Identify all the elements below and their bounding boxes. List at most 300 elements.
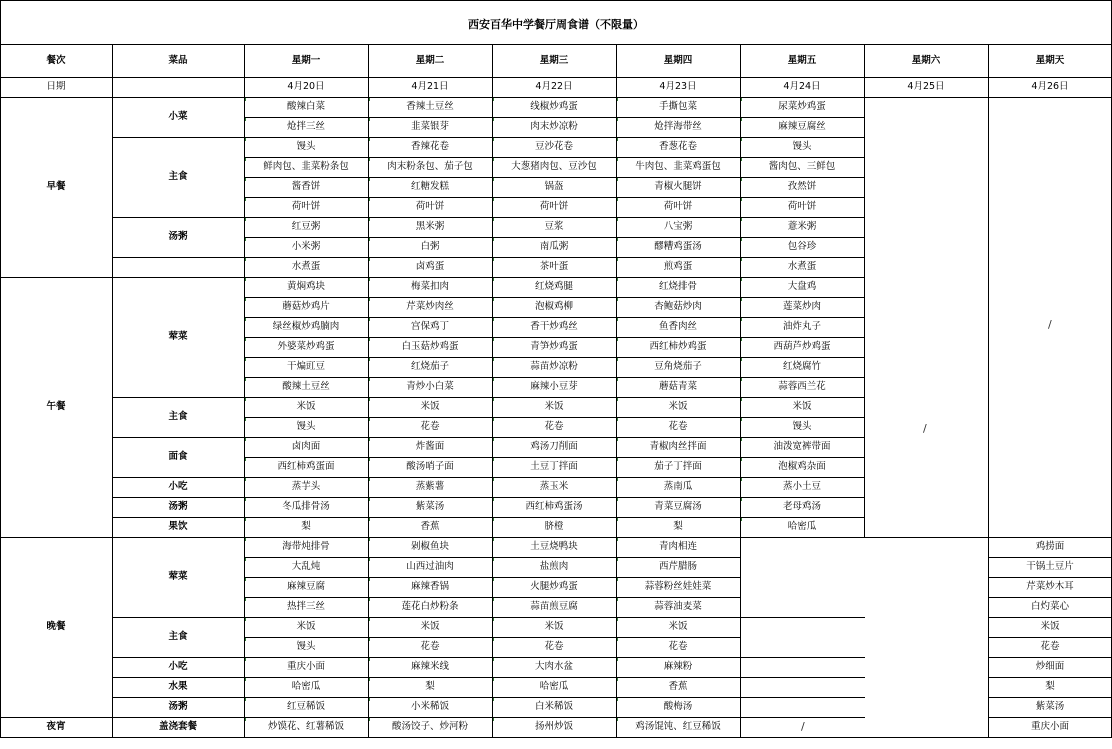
dish-cell: 莲花白炒粉条: [401, 601, 459, 613]
weekday-header: 星期天: [1035, 54, 1065, 66]
cell-marker: [369, 378, 382, 381]
dish-cell: 荷叶饼: [415, 201, 445, 213]
cell-marker: [741, 238, 754, 241]
dish-cell: 盐煎肉: [539, 561, 569, 573]
dish-cell: 花卷: [544, 641, 564, 653]
cell-marker: [493, 538, 506, 541]
cell-marker: [741, 438, 754, 441]
dish-cell: 荷叶饼: [787, 201, 817, 213]
dish-cell: 花卷: [420, 641, 440, 653]
grid-line: [988, 577, 1112, 578]
cell-marker: [493, 278, 506, 281]
dish-cell: 炒馍花、红薯稀饭: [267, 721, 344, 733]
dish-cell: 紫菜汤: [415, 501, 445, 513]
weekday-header: 星期三: [539, 54, 569, 66]
grid-line: [244, 177, 865, 178]
dish-cell: 孜然饼: [787, 181, 817, 193]
dish-cell: 黄焖鸡块: [286, 281, 325, 293]
cell-marker: [741, 398, 754, 401]
dish-cell: 馒头: [792, 141, 812, 153]
dish-cell: 花卷: [420, 421, 440, 433]
dish-cell: 冬瓜排骨汤: [282, 501, 330, 513]
dish-cell: 香蕉: [668, 681, 688, 693]
cell-marker: [617, 578, 630, 581]
grid-line: [244, 197, 865, 198]
dish-cell: 手撕包菜: [658, 101, 697, 113]
cell-marker: [369, 258, 382, 261]
dish-cell: 西葫芦炒鸡蛋: [773, 341, 831, 353]
cell-marker: [245, 558, 258, 561]
grid-line: [0, 44, 1112, 45]
dish-cell: 米饭: [544, 621, 564, 633]
dish-cell: 哈密瓜: [539, 681, 569, 693]
cell-marker: [617, 158, 630, 161]
grid-line: [988, 44, 989, 738]
category-label: 主食: [168, 631, 188, 643]
category-label: 汤粥: [168, 501, 188, 513]
grid-line: [112, 44, 113, 738]
grid-line: [988, 677, 1112, 678]
dish-cell: 老母鸡汤: [782, 501, 821, 513]
cell-marker: [741, 138, 754, 141]
dish-cell: 米饭: [296, 401, 316, 413]
category-label: 小菜: [168, 111, 188, 123]
dish-cell: 香蕉: [420, 521, 440, 533]
grid-line: [244, 477, 865, 478]
dish-cell: 炝拌三丝: [286, 121, 325, 133]
grid-line: [244, 237, 865, 238]
cell-marker: [617, 178, 630, 181]
category-label: 果饮: [168, 521, 188, 533]
cell-marker: [245, 258, 258, 261]
dish-cell: 香辣土豆丝: [406, 101, 454, 113]
cell-marker: [245, 598, 258, 601]
cell-marker: [617, 498, 630, 501]
sunday-dinner-cell: 梨: [1045, 681, 1055, 693]
grid-line: [244, 44, 245, 738]
dish-cell: 西芹腊肠: [658, 561, 697, 573]
cell-marker: [617, 218, 630, 221]
dish-cell: 卤鸡蛋: [415, 261, 445, 273]
dish-cell: 米饭: [544, 401, 564, 413]
cell-marker: [617, 398, 630, 401]
cell-marker: [245, 538, 258, 541]
cell-marker: [369, 678, 382, 681]
grid-line: [0, 77, 1112, 78]
cell-marker: [617, 698, 630, 701]
cell-marker: [245, 638, 258, 641]
dish-cell: 水煮蛋: [787, 261, 817, 273]
cell-marker: [245, 298, 258, 301]
cell-marker: [741, 418, 754, 421]
dish-cell: 山西过油肉: [406, 561, 454, 573]
dish-cell: 红糖发糕: [410, 181, 449, 193]
dish-cell: 牛肉包、韭菜鸡蛋包: [635, 161, 721, 173]
dish-cell: 荷叶饼: [291, 201, 321, 213]
dish-cell: 荷叶饼: [539, 201, 569, 213]
dish-column-header: 菜品: [168, 54, 188, 66]
cell-marker: [493, 398, 506, 401]
cell-marker: [741, 498, 754, 501]
grid-line: [988, 637, 1112, 638]
dish-cell: 花卷: [668, 421, 688, 433]
cell-marker: [369, 398, 382, 401]
grid-line: [864, 44, 865, 538]
dish-cell: 酸汤哨子面: [406, 461, 454, 473]
dish-cell: 梨: [301, 521, 311, 533]
dish-cell: 大盘鸡: [787, 281, 817, 293]
cell-marker: [493, 258, 506, 261]
cell-marker: [369, 178, 382, 181]
dish-cell: 小米稀饭: [410, 701, 449, 713]
cell-marker: [741, 358, 754, 361]
cell-marker: [245, 458, 258, 461]
grid-line: [492, 44, 493, 738]
cell-marker: [245, 518, 258, 521]
grid-line: [244, 397, 865, 398]
dish-cell: 白粥: [420, 241, 440, 253]
cell-marker: [369, 538, 382, 541]
cell-marker: [369, 238, 382, 241]
dish-cell: 麻辣小豆芽: [530, 381, 578, 393]
sunday-dinner-cell: 鸡捞面: [1035, 541, 1065, 553]
dish-cell: 宫保鸡丁: [410, 321, 449, 333]
cell-marker: [245, 398, 258, 401]
cell-marker: [369, 558, 382, 561]
dish-cell: 蘑菇炒鸡片: [282, 301, 330, 313]
cell-marker: [741, 298, 754, 301]
dish-cell: 白玉菇炒鸡蛋: [401, 341, 459, 353]
grid-line: [244, 317, 865, 318]
cell-marker: [617, 638, 630, 641]
dish-cell: 哈密瓜: [291, 681, 321, 693]
dish-cell: 杏鲍菇炒肉: [654, 301, 702, 313]
dish-cell: 馒头: [296, 421, 316, 433]
weekday-header: 星期一: [291, 54, 321, 66]
cell-marker: [741, 318, 754, 321]
cell-marker: [245, 338, 258, 341]
cell-marker: [617, 98, 630, 101]
grid-line: [616, 44, 617, 738]
grid-line: [0, 0, 1112, 1]
dish-cell: 泡椒鸡杂面: [778, 461, 826, 473]
grid-line: [244, 97, 865, 98]
cell-marker: [493, 158, 506, 161]
sunday-dinner-cell: 紫菜汤: [1035, 701, 1065, 713]
cell-marker: [245, 318, 258, 321]
empty-slash-mark: /: [801, 720, 805, 733]
cell-marker: [741, 178, 754, 181]
grid-line: [244, 137, 865, 138]
cell-marker: [245, 358, 258, 361]
dish-cell: 蒜蓉油麦菜: [654, 601, 702, 613]
date-cell: 4月20日: [287, 81, 325, 93]
dish-cell: 鲜肉包、韭菜粉条包: [263, 161, 349, 173]
cell-marker: [617, 658, 630, 661]
category-label: 小吃: [168, 481, 188, 493]
dish-cell: 花卷: [544, 421, 564, 433]
cell-marker: [245, 158, 258, 161]
cell-marker: [369, 118, 382, 121]
dish-cell: 红烧鸡腿: [534, 281, 573, 293]
dish-cell: 蒜蓉西兰花: [778, 381, 826, 393]
dish-cell: 芹菜炒肉丝: [406, 301, 454, 313]
cell-marker: [493, 98, 506, 101]
dish-cell: 蘑菇青菜: [658, 381, 697, 393]
grid-line: [244, 517, 865, 518]
cell-marker: [493, 478, 506, 481]
dish-cell: 扬州炒饭: [534, 721, 573, 733]
grid-line: [244, 117, 865, 118]
cell-marker: [493, 238, 506, 241]
dish-cell: 红烧腐竹: [782, 361, 821, 373]
dish-cell: 米饭: [792, 401, 812, 413]
cell-marker: [741, 118, 754, 121]
cell-marker: [245, 178, 258, 181]
dish-cell: 蒸芋头: [291, 481, 321, 493]
dish-cell: 蒸南瓜: [663, 481, 693, 493]
cell-marker: [617, 718, 630, 721]
cell-marker: [493, 638, 506, 641]
grid-line: [988, 557, 1112, 558]
date-cell: 4月22日: [535, 81, 573, 93]
dish-cell: 酸辣白菜: [286, 101, 325, 113]
cell-marker: [245, 438, 258, 441]
cell-marker: [245, 698, 258, 701]
category-label: 盖浇套餐: [158, 721, 197, 733]
meal-label: 午餐: [46, 401, 66, 413]
dish-cell: 麻辣粉: [663, 661, 693, 673]
dish-cell: 青椒火腿饼: [654, 181, 702, 193]
category-label: 荤菜: [168, 571, 188, 583]
dish-cell: 西红柿炒鸡蛋: [649, 341, 707, 353]
dish-cell: 红烧排骨: [658, 281, 697, 293]
dish-cell: 麻辣豆腐: [286, 581, 325, 593]
dish-cell: 米饭: [668, 621, 688, 633]
grid-line: [988, 717, 1112, 718]
grid-line: [244, 257, 865, 258]
cell-marker: [741, 98, 754, 101]
cell-marker: [369, 198, 382, 201]
cell-marker: [741, 198, 754, 201]
category-label: 主食: [168, 171, 188, 183]
cell-marker: [245, 718, 258, 721]
cell-marker: [741, 378, 754, 381]
cell-marker: [617, 318, 630, 321]
cell-marker: [741, 478, 754, 481]
dish-cell: 薏米粥: [787, 221, 817, 233]
cell-marker: [369, 658, 382, 661]
grid-line: [740, 44, 741, 738]
category-label: 荤菜: [168, 331, 188, 343]
cell-marker: [493, 698, 506, 701]
cell-marker: [741, 218, 754, 221]
cell-marker: [617, 198, 630, 201]
dish-cell: 蒜蓉粉丝娃娃菜: [644, 581, 712, 593]
cell-marker: [493, 718, 506, 721]
grid-line: [244, 457, 865, 458]
dish-cell: 醪糟鸡蛋汤: [654, 241, 702, 253]
cell-marker: [369, 278, 382, 281]
cell-marker: [493, 218, 506, 221]
cell-marker: [245, 98, 258, 101]
cell-marker: [245, 478, 258, 481]
cell-marker: [617, 118, 630, 121]
cell-marker: [493, 318, 506, 321]
dish-cell: 韭菜银芽: [410, 121, 449, 133]
dish-cell: 蒜苗炒凉粉: [530, 361, 578, 373]
dish-cell: 花卷: [668, 641, 688, 653]
cell-marker: [617, 378, 630, 381]
dish-cell: 热拌三丝: [286, 601, 325, 613]
cell-marker: [245, 418, 258, 421]
cell-marker: [493, 678, 506, 681]
grid-line: [244, 497, 865, 498]
dish-cell: 炸酱面: [415, 441, 445, 453]
cell-marker: [617, 138, 630, 141]
empty-slash-mark: /: [923, 422, 927, 435]
dish-cell: 土豆丁拌面: [530, 461, 578, 473]
dish-cell: 青肉相连: [658, 541, 697, 553]
dish-cell: 土豆烧鸭块: [530, 541, 578, 553]
grid-line: [244, 297, 865, 298]
dish-cell: 蒸玉米: [539, 481, 569, 493]
dish-cell: 米饭: [420, 621, 440, 633]
cell-marker: [493, 518, 506, 521]
cell-marker: [493, 658, 506, 661]
weekday-header: 星期六: [911, 54, 941, 66]
dish-cell: 米饭: [296, 621, 316, 633]
category-label: 主食: [168, 411, 188, 423]
sunday-dinner-cell: 米饭: [1040, 621, 1060, 633]
cell-marker: [493, 378, 506, 381]
cell-marker: [493, 438, 506, 441]
dish-cell: 鸡汤刀削面: [530, 441, 578, 453]
cell-marker: [245, 278, 258, 281]
grid-line: [988, 697, 1112, 698]
cell-marker: [493, 418, 506, 421]
cell-marker: [369, 638, 382, 641]
dish-cell: 绿丝椒炒鸡腩肉: [272, 321, 340, 333]
dish-cell: 豆角烧茄子: [654, 361, 702, 373]
cell-marker: [741, 518, 754, 521]
date-cell: 4月23日: [659, 81, 697, 93]
page-title: 西安百华中学餐厅周食谱（不限量）: [468, 17, 644, 31]
dish-cell: 煎鸡蛋: [663, 261, 693, 273]
cell-marker: [369, 618, 382, 621]
grid-line: [244, 357, 865, 358]
dish-cell: 鱼香肉丝: [658, 321, 697, 333]
cell-marker: [245, 678, 258, 681]
dish-cell: 梅菜扣肉: [410, 281, 449, 293]
cell-marker: [617, 258, 630, 261]
dish-cell: 大乱炖: [291, 561, 321, 573]
cell-marker: [617, 518, 630, 521]
cell-marker: [369, 458, 382, 461]
dish-cell: 西红柿鸡蛋汤: [525, 501, 583, 513]
cell-marker: [369, 598, 382, 601]
dish-cell: 海带炖排骨: [282, 541, 330, 553]
cell-marker: [369, 138, 382, 141]
cell-marker: [493, 138, 506, 141]
cell-marker: [369, 518, 382, 521]
dish-cell: 麻辣米线: [410, 661, 449, 673]
cell-marker: [245, 378, 258, 381]
cell-marker: [245, 218, 258, 221]
cell-marker: [493, 618, 506, 621]
dish-cell: 豆沙花卷: [534, 141, 573, 153]
dish-cell: 包谷珍: [787, 241, 817, 253]
grid-line: [988, 737, 1112, 738]
cell-marker: [493, 298, 506, 301]
dish-cell: 麻辣香锅: [410, 581, 449, 593]
dish-cell: 香干炒鸡丝: [530, 321, 578, 333]
cell-marker: [369, 218, 382, 221]
dish-cell: 大葱猪肉包、豆沙包: [511, 161, 597, 173]
cell-marker: [617, 418, 630, 421]
category-label: 水果: [168, 681, 188, 693]
cell-marker: [369, 438, 382, 441]
dish-cell: 线椒炒鸡蛋: [530, 101, 578, 113]
cell-marker: [493, 578, 506, 581]
grid-line: [112, 737, 865, 738]
dish-cell: 小米粥: [291, 241, 321, 253]
dish-cell: 油泼宽裤带面: [773, 441, 831, 453]
dish-cell: 青笋炒鸡蛋: [530, 341, 578, 353]
dish-cell: 莲菜炒肉: [782, 301, 821, 313]
cell-marker: [369, 498, 382, 501]
dish-cell: 鸡汤馄饨、红豆稀饭: [635, 721, 721, 733]
dish-cell: 荷叶饼: [663, 201, 693, 213]
dish-cell: 酱香饼: [291, 181, 321, 193]
grid-line: [368, 44, 369, 738]
cell-marker: [245, 138, 258, 141]
empty-slash-mark: /: [1048, 318, 1052, 331]
cell-marker: [245, 658, 258, 661]
meal-label: 早餐: [46, 181, 66, 193]
dish-cell: 八宝粥: [663, 221, 693, 233]
cell-marker: [741, 258, 754, 261]
sunday-dinner-cell: 花卷: [1040, 641, 1060, 653]
category-label: 汤粥: [168, 701, 188, 713]
grid-line: [988, 657, 1112, 658]
dish-cell: 豆浆: [544, 221, 564, 233]
dish-cell: 重庆小面: [286, 661, 325, 673]
cell-marker: [493, 598, 506, 601]
sunday-dinner-cell: 重庆小面: [1030, 721, 1069, 733]
cell-marker: [493, 118, 506, 121]
weekday-header: 星期五: [787, 54, 817, 66]
cell-marker: [617, 338, 630, 341]
dish-cell: 麻辣豆腐丝: [778, 121, 826, 133]
grid-line: [0, 0, 1, 738]
sunday-dinner-cell: 白灼菜心: [1030, 601, 1069, 613]
dish-cell: 大肉水盆: [534, 661, 573, 673]
cell-marker: [617, 478, 630, 481]
cell-marker: [617, 278, 630, 281]
dish-cell: 红豆粥: [291, 221, 321, 233]
cell-marker: [245, 198, 258, 201]
dish-cell: 馒头: [296, 641, 316, 653]
cell-marker: [245, 238, 258, 241]
cell-marker: [617, 558, 630, 561]
grid-line: [988, 597, 1112, 598]
meal-label: 晚餐: [46, 621, 66, 633]
dish-cell: 干煸豇豆: [286, 361, 325, 373]
cell-marker: [245, 618, 258, 621]
dish-cell: 火腿炒鸡蛋: [530, 581, 578, 593]
cell-marker: [369, 578, 382, 581]
